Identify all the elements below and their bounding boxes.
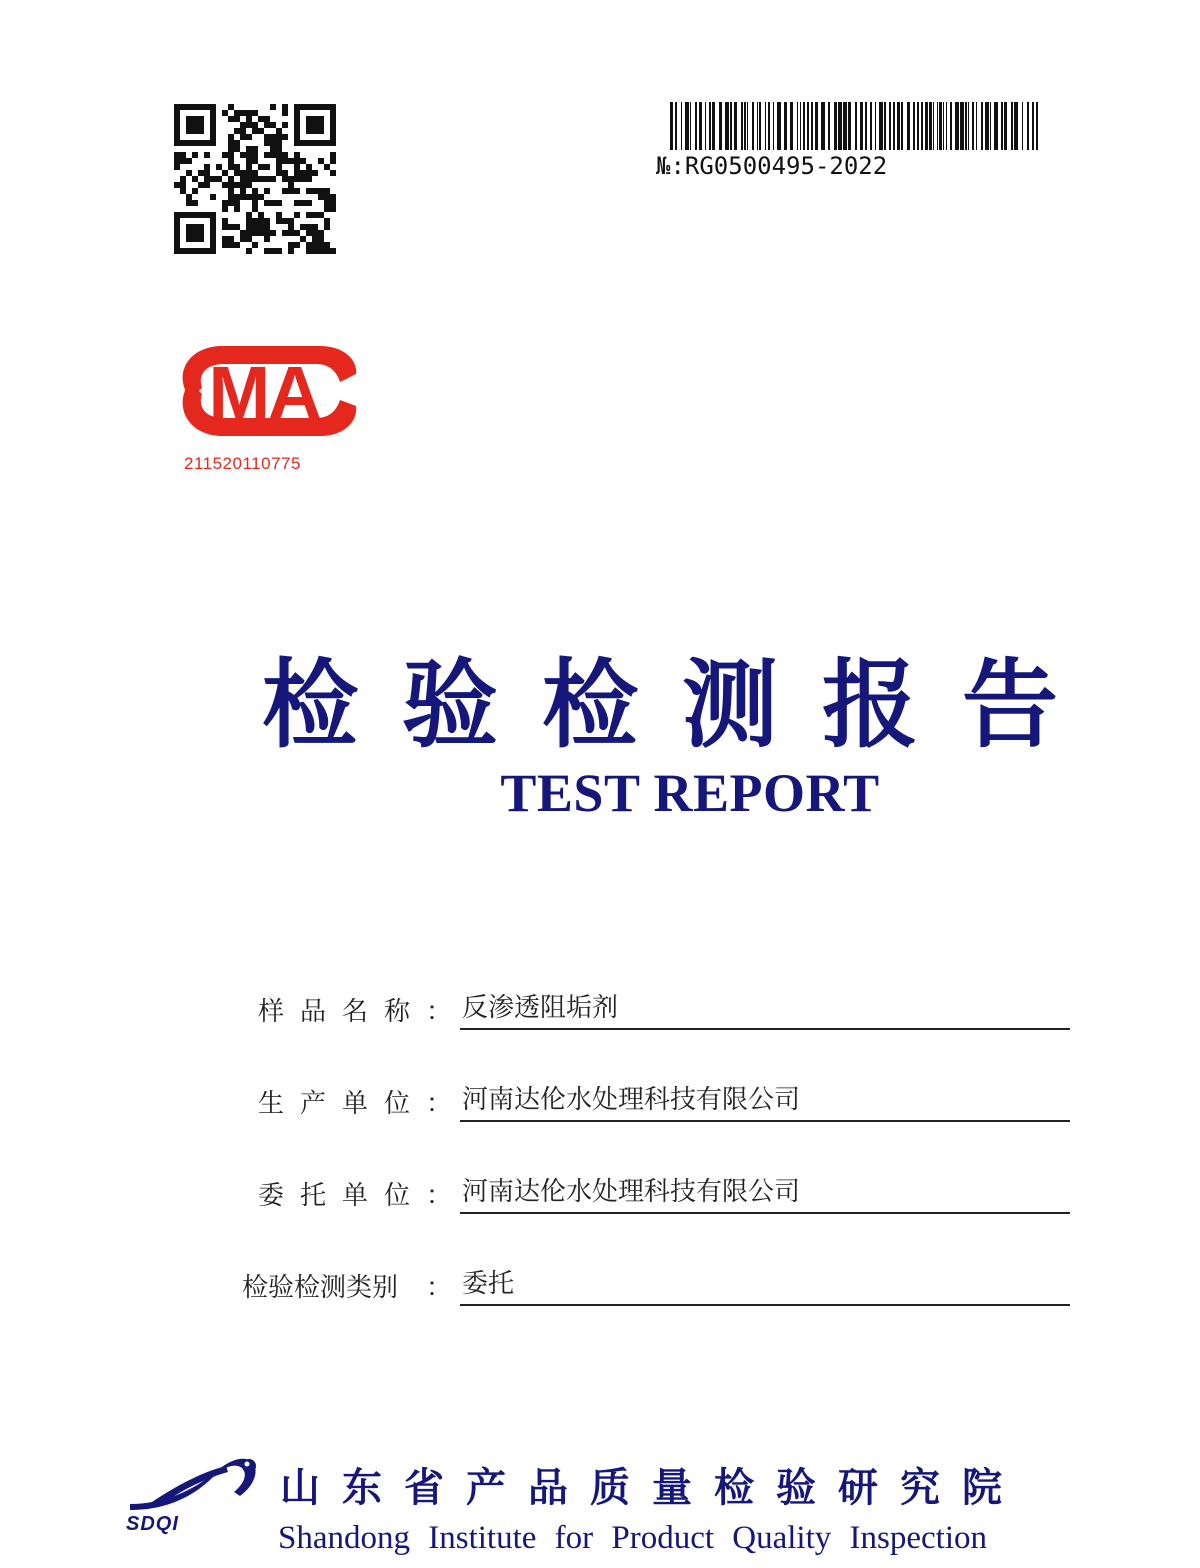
field-label: 检验检测类别	[242, 1273, 399, 1303]
field-manufacturer	[242, 1078, 1070, 1124]
report-title-chinese: 检验检测报告	[262, 649, 1102, 761]
field-label: 样品名称	[258, 997, 427, 1027]
field-value: 反渗透阻垢剂	[460, 990, 1070, 1030]
field-colon: ：	[426, 1273, 453, 1303]
institute-name-english: Shandong Institute for Product Quality Inspection	[278, 1520, 987, 1556]
field-label: 生产单位	[258, 1089, 427, 1119]
sdqi-logo	[122, 1452, 268, 1534]
field-value: 河南达伦水处理科技有限公司	[460, 1174, 1070, 1214]
field-colon: ：	[426, 997, 453, 1027]
svg-text:MA: MA	[208, 351, 320, 434]
field-colon: ：	[426, 1089, 453, 1119]
cma-logo	[170, 340, 358, 440]
institute-name-chinese: 山东省产品质量检验研究院	[280, 1465, 1024, 1511]
svg-text:SDQI: SDQI	[126, 1513, 179, 1534]
cma-certificate-number: 211520110775	[184, 454, 301, 473]
report-number: №:RG0500495-2022	[656, 152, 888, 180]
field-colon: ：	[426, 1181, 453, 1211]
field-test-category	[242, 1262, 1070, 1308]
field-label: 委托单位	[258, 1181, 427, 1211]
field-value: 河南达伦水处理科技有限公司	[460, 1082, 1070, 1122]
field-client	[242, 1170, 1070, 1216]
report-title-english: TEST REPORT	[500, 763, 880, 823]
field-value: 委托	[460, 1266, 1070, 1306]
field-sample-name	[242, 986, 1070, 1032]
qr-code	[174, 104, 336, 254]
barcode	[670, 102, 1042, 150]
